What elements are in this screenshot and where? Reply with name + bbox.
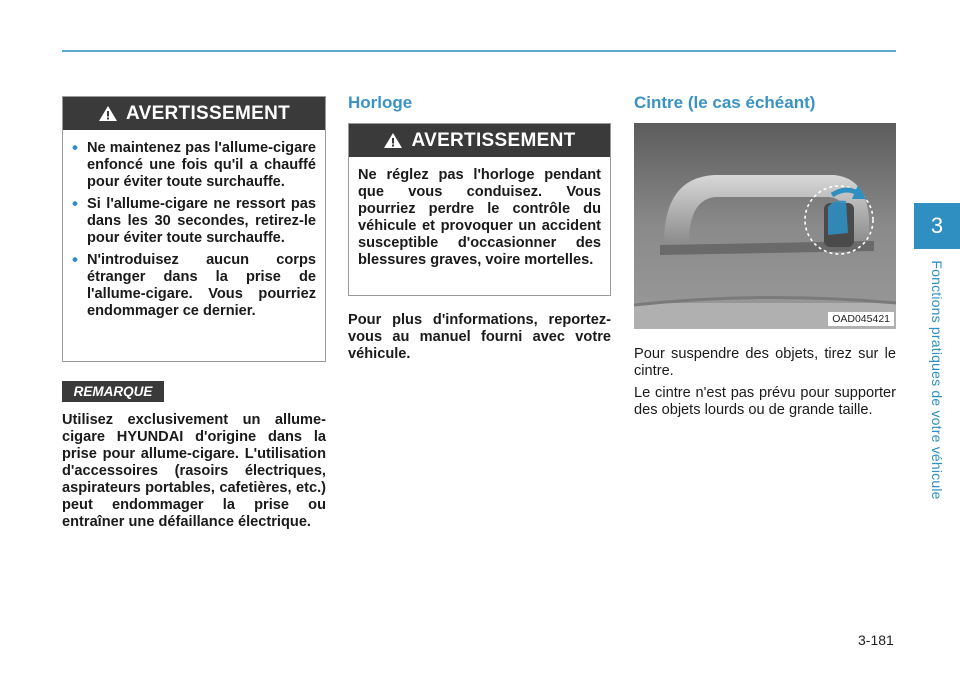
warning-box-lighter [62,96,326,362]
remark-label: REMARQUE [62,381,164,402]
warning-item: • Si l'allume-cigare ne ressort pas dans les 30 secondes, retirez-le pour éviter toute surchauffe. [72,196,316,247]
warning-icon [98,105,118,122]
clock-info-text: Pour plus d'informations, reportez-vous au manuel fourni avec votre véhicule. [348,312,611,362]
warning-item: • Ne maintenez pas l'allume-cigare enfoncé une fois qu'il a chauffé pour éviter toute surchauffe. [72,140,316,191]
chapter-tab: 3 [914,203,960,249]
coat-hanger-illustration [634,123,896,329]
warning-box-clock [348,123,611,296]
warning-text: Ne réglez pas l'horloge pendant que vous conduisez. Vous pourriez perdre le contrôle du véhicule et provoquer un accident susceptible d'occasionner des blessures graves, voire mortelles. [358,167,601,268]
warning-item: • N'introduisez aucun corps étranger dans la prise de l'allume-cigare. Vous pourriez endommager ce dernier. [72,252,316,320]
page-number: 3-181 [858,632,894,648]
coat-hanger-photo [634,123,896,329]
warning-icon [383,132,403,149]
chapter-title: Fonctions pratiques de votre véhicule [929,260,945,500]
remark-text: Utilisez exclusivement un allume-cigare HYUNDAI d'origine dans la prise pour allume-cigare. L'utilisation d'accessoires (rasoirs électriques, aspirateurs portables, cafetières, etc.) peut endommager la prise ou entraîner une défaillance électrique. [62,412,326,530]
section-heading-hanger: Cintre (le cas échéant) [634,93,816,112]
warning-body [63,130,325,335]
hanger-paragraph-2: Le cintre n'est pas prévu pour supporter des objets lourds ou de grande taille. [634,385,896,418]
top-rule [62,50,896,52]
section-heading-clock: Horloge [348,93,413,112]
warning-header [349,124,610,157]
warning-header [63,97,325,130]
warning-list [72,140,316,320]
warning-title: AVERTISSEMENT [411,129,576,151]
warning-title: AVERTISSEMENT [125,102,290,124]
hanger-paragraph-1: Pour suspendre des objets, tirez sur le cintre. [634,346,896,379]
image-code: OAD045421 [828,312,894,326]
